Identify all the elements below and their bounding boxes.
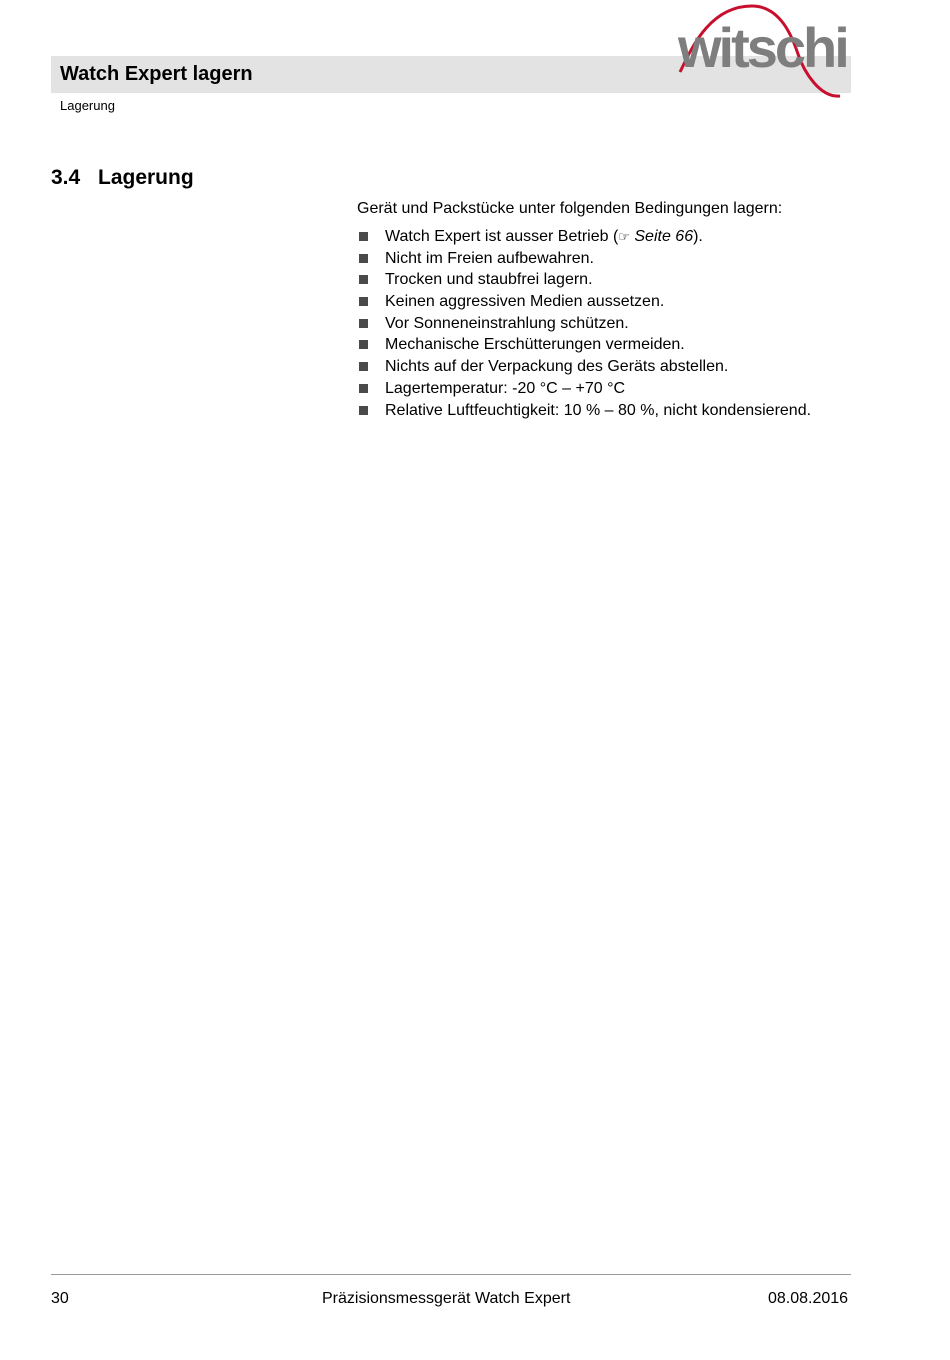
square-bullet-icon [359, 362, 368, 371]
list-item [357, 248, 811, 270]
footer-page-number: 30 [51, 1290, 69, 1307]
square-bullet-icon [359, 384, 368, 393]
list-item [357, 269, 811, 291]
footer-divider [51, 1274, 851, 1275]
square-bullet-icon [359, 232, 368, 241]
list-item-text: Vor Sonneneinstrahlung schützen. [385, 314, 629, 332]
list-item-text: Mechanische Erschütterungen vermeiden. [385, 336, 685, 354]
logo-wordmark: witschi [678, 16, 847, 79]
intro-text: Gerät und Packstücke unter folgenden Bedingungen lagern: [357, 200, 783, 217]
page-reference-link[interactable]: Seite 66 [634, 228, 694, 245]
square-bullet-icon [359, 254, 368, 263]
list-item [357, 313, 811, 335]
list-item-text: Nicht im Freien aufbewahren. [385, 249, 594, 267]
witschi-logo [670, 2, 850, 100]
list-item [357, 226, 811, 248]
page-header-title: Watch Expert lagern [60, 63, 253, 85]
list-item-text: Relative Luftfeuchtigkeit: 10 % – 80 %, nicht kondensierend. [385, 401, 812, 419]
list-item [357, 378, 811, 400]
page-header-subtitle: Lagerung [60, 98, 115, 113]
section-heading [51, 164, 194, 192]
square-bullet-icon [359, 319, 368, 328]
storage-conditions-list [357, 226, 811, 421]
footer-date: 08.08.2016 [768, 1290, 849, 1307]
footer-document-title: Präzisionsmessgerät Watch Expert [322, 1290, 571, 1307]
list-item [357, 356, 811, 378]
section-title: Lagerung [98, 166, 194, 189]
list-item-text-end: ). [693, 228, 703, 245]
list-item [357, 400, 811, 422]
square-bullet-icon [359, 340, 368, 349]
pointing-hand-icon: ☞ [618, 229, 630, 244]
list-item [357, 334, 811, 356]
list-item-text: Lagertemperatur: -20 °C – +70 °C [385, 379, 626, 397]
list-item-text: Watch Expert ist ausser Betrieb ( [385, 228, 619, 245]
square-bullet-icon [359, 406, 368, 415]
section-number: 3.4 [51, 166, 81, 189]
list-item-text: Keinen aggressiven Medien aussetzen. [385, 293, 665, 311]
list-item-text: Nichts auf der Verpackung des Geräts abstellen. [385, 358, 729, 376]
square-bullet-icon [359, 275, 368, 284]
square-bullet-icon [359, 297, 368, 306]
list-item-text: Trocken und staubfrei lagern. [385, 271, 593, 289]
list-item [357, 291, 811, 313]
